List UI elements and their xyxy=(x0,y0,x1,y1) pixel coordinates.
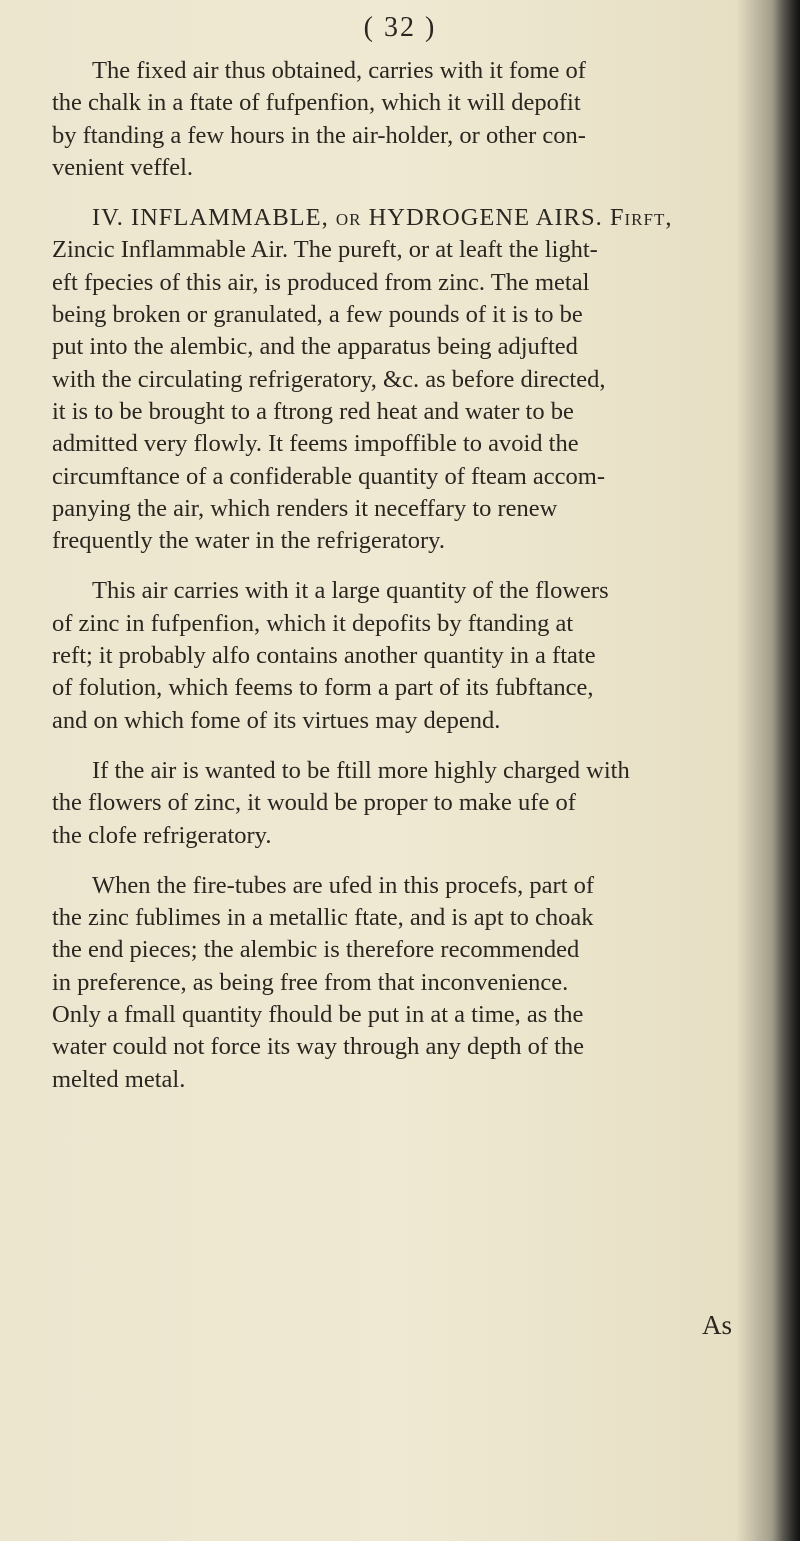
paragraph-fixed-air xyxy=(52,55,774,184)
text-line: put into the alembic, and the apparatus being adjufted xyxy=(52,333,578,361)
paragraph-inflammable-airs xyxy=(52,202,774,557)
text-line: The fixed air thus obtained, carries with it fome of xyxy=(92,57,586,84)
text-line: water could not force its way through any depth of the xyxy=(52,1033,585,1061)
text-line: This air carries with it a large quantity of the flowers xyxy=(92,577,609,605)
page-number: ( 32 ) xyxy=(363,12,437,43)
text-line: Zincic Inflammable Air. The pureft, or at leaft the light- xyxy=(52,236,598,264)
text-line: being broken or granulated, a few pounds of it is to be xyxy=(52,301,583,329)
paragraph-fire-tubes xyxy=(52,870,774,1096)
text-line: If the air is wanted to be ftill more highly charged with xyxy=(92,756,630,784)
page-edge-shadow xyxy=(772,0,800,1541)
text-line: eft fpecies of this air, is produced from zinc. The metal xyxy=(52,268,590,296)
text-line: and on which fome of its virtues may depend. xyxy=(52,706,501,734)
text-line: by ftanding a few hours in the air-holder, or other con- xyxy=(52,121,586,149)
text-line: admitted very flowly. It feems impoffible to avoid the xyxy=(52,430,579,458)
text-line: the end pieces; the alembic is therefore recommended xyxy=(52,936,580,964)
text-line: Only a fmall quantity fhould be put in at a time, as the xyxy=(52,1001,584,1029)
text-line: the zinc fublimes in a metallic ftate, and is apt to choak xyxy=(52,904,594,932)
text-line: it is to be brought to a ftrong red heat and water to be xyxy=(52,397,574,425)
text-line: reft; it probably alfo contains another quantity in a ftate xyxy=(52,642,596,670)
text-line: panying the air, which renders it neceffary to renew xyxy=(52,494,558,522)
text-line: When the fire-tubes are ufed in this procefs, part of xyxy=(92,871,595,899)
text-line: circumftance of a confiderable quantity of fteam accom- xyxy=(52,462,606,490)
text-line: the chalk in a ftate of fufpenfion, which it will depofit xyxy=(52,89,581,117)
text-line: in preference, as being free from that inconvenience. xyxy=(52,968,569,996)
text-line: frequently the water in the refrigeratory. xyxy=(52,527,445,555)
text-line: the flowers of zinc, it would be proper to make ufe of xyxy=(52,789,576,817)
paragraph-flowers-of-zinc xyxy=(52,575,774,736)
page-text xyxy=(52,55,774,1096)
section-heading-line: IV. INFLAMMABLE, or HYDROGENE AIRS. Firft, xyxy=(92,204,673,232)
text-line: of folution, which feems to form a part of its fubftance, xyxy=(52,674,594,702)
catchword: As xyxy=(701,1310,732,1340)
paragraph-highly-charged xyxy=(52,755,774,852)
text-line: of zinc in fufpenfion, which it depofits by ftanding at xyxy=(52,609,574,637)
text-line: venient veffel. xyxy=(52,153,194,181)
text-line: melted metal. xyxy=(52,1065,186,1093)
text-line: the clofe refrigeratory. xyxy=(52,821,272,849)
text-line: with the circulating refrigeratory, &c. as before directed, xyxy=(52,365,606,393)
